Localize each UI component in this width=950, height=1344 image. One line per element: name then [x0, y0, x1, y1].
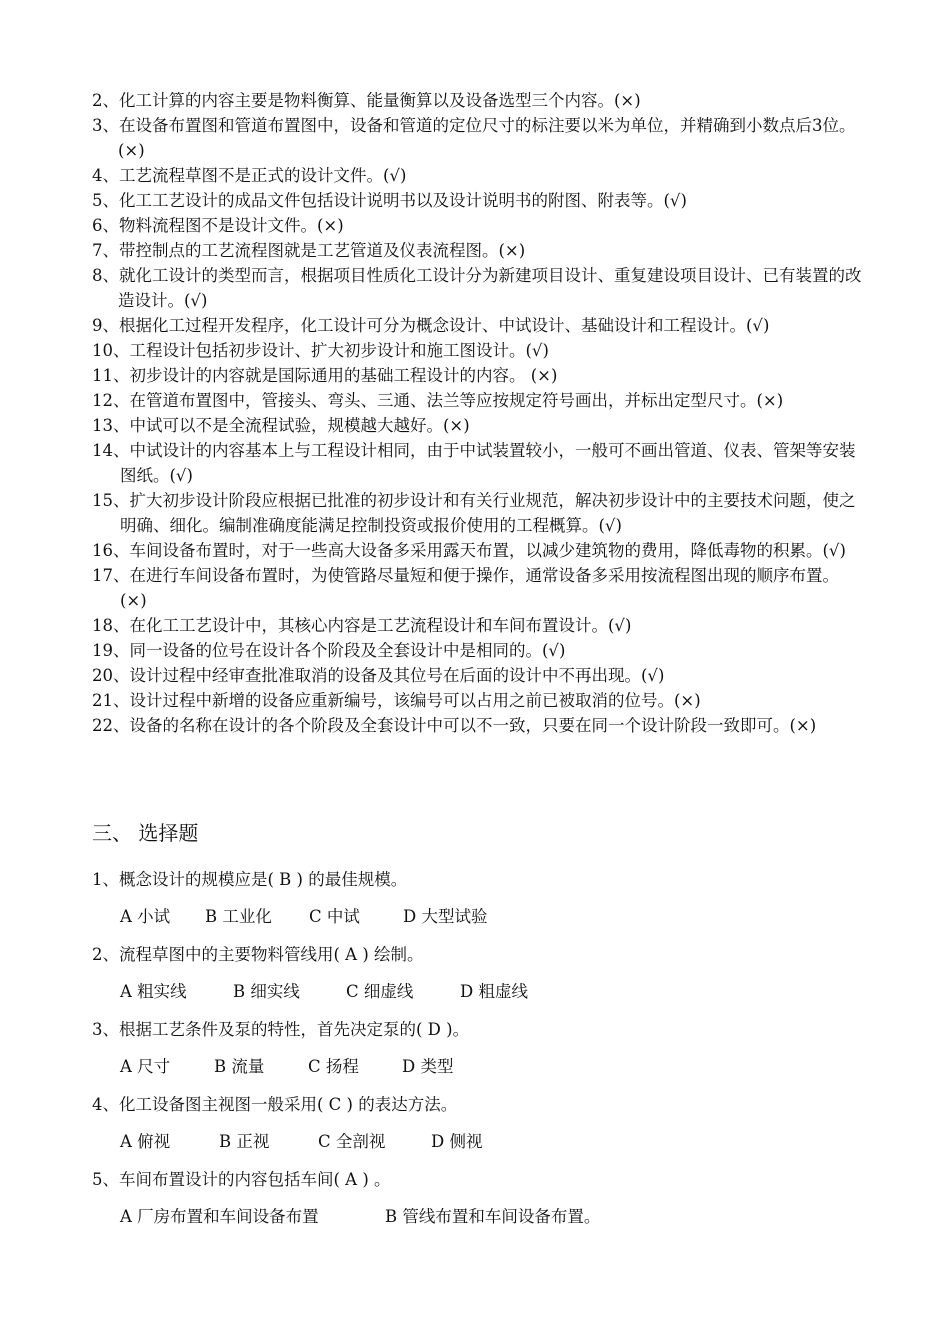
tf-item-16: 16、车间设备布置时，对于一些高大设备多采用露天布置，以减少建筑物的费用，降低毒物的积累。(√) [92, 541, 846, 560]
tf-item-7: 7、带控制点的工艺流程图就是工艺管道及仪表流程图。(×) [92, 241, 526, 260]
tf-item-21: 21、设计过程中新增的设备应重新编号，该编号可以占用之前已被取消的位号。(×) [92, 691, 701, 710]
option: C 全剖视 [318, 1132, 386, 1151]
option: C 扬程 [308, 1057, 359, 1076]
choice-question-1: 1、概念设计的规模应是( B ) 的最佳规模。 [92, 870, 408, 889]
choice-options-1 [120, 905, 487, 929]
option: B 流量 [214, 1057, 265, 1076]
tf-item-22: 22、设备的名称在设计的各个阶段及全套设计中可以不一致，只要在同一个设计阶段一致即可。(×) [92, 716, 817, 735]
tf-item-12: 12、在管道布置图中，管接头、弯头、三通、法兰等应按规定符号画出，并标出定型尺寸。(×) [92, 391, 784, 410]
choice-options-4 [120, 1130, 482, 1154]
option: B 管线布置和车间设备布置。 [385, 1207, 601, 1226]
option: A 厂房布置和车间设备布置 [120, 1207, 319, 1226]
choice-question-5: 5、车间布置设计的内容包括车间( A ) 。 [92, 1170, 391, 1189]
tf-item-6: 6、物料流程图不是设计文件。(×) [92, 216, 344, 235]
tf-item-13: 13、中试可以不是全流程试验，规模越大越好。(×) [92, 416, 470, 435]
option: D 大型试验 [403, 907, 488, 926]
tf-item-20: 20、设计过程中经审查批准取消的设备及其位号在后面的设计中不再出现。(√) [92, 666, 665, 685]
option: D 侧视 [431, 1132, 483, 1151]
option: B 工业化 [205, 907, 272, 926]
choice-options-3 [120, 1055, 453, 1079]
tf-item-17: 17、在进行车间设备布置时，为使管路尽量短和便于操作，通常设备多采用按流程图出现的顺序布置。(×) [92, 566, 839, 610]
choice-options-2 [120, 980, 528, 1004]
option: B 细实线 [233, 982, 300, 1001]
section-heading: 三、 选择题 [92, 821, 199, 845]
choice-question-2: 2、流程草图中的主要物料管线用( A ) 绘制。 [92, 945, 424, 964]
option: A 俯视 [120, 1132, 171, 1151]
tf-item-8: 8、就化工设计的类型而言，根据项目性质化工设计分为新建项目设计、重复建设项目设计、已有装置的改造设计。(√) [92, 266, 862, 310]
tf-item-18: 18、在化工工艺设计中，其核心内容是工艺流程设计和车间布置设计。(√) [92, 616, 632, 635]
tf-item-9: 9、根据化工过程开发程序，化工设计可分为概念设计、中试设计、基础设计和工程设计。(√) [92, 316, 770, 335]
option: A 尺寸 [120, 1057, 171, 1076]
tf-item-15: 15、扩大初步设计阶段应根据已批准的初步设计和有关行业规范，解决初步设计中的主要技术问题，使之明确、细化。编制准确度能满足控制投资或报价使用的工程概算。(√) [92, 491, 856, 535]
option: D 粗虚线 [460, 982, 528, 1001]
true-false-list [92, 88, 862, 738]
tf-item-5: 5、化工工艺设计的成品文件包括设计说明书以及设计说明书的附图、附表等。(√) [92, 191, 687, 210]
tf-item-14: 14、中试设计的内容基本上与工程设计相同，由于中试装置较小，一般可不画出管道、仪表、管架等安装图纸。(√) [92, 441, 856, 485]
option: D 类型 [402, 1057, 454, 1076]
option: C 细虚线 [346, 982, 414, 1001]
option: A 粗实线 [120, 982, 187, 1001]
choice-question-4: 4、化工设备图主视图一般采用( C ) 的表达方法。 [92, 1095, 458, 1114]
tf-item-19: 19、同一设备的位号在设计各个阶段及全套设计中是相同的。(√) [92, 641, 566, 660]
tf-item-4: 4、工艺流程草图不是正式的设计文件。(√) [92, 166, 407, 185]
choice-question-3: 3、根据工艺条件及泵的特性，首先决定泵的( D )。 [92, 1020, 470, 1039]
tf-item-11: 11、初步设计的内容就是国际通用的基础工程设计的内容。 (×) [92, 366, 558, 385]
tf-item-2: 2、化工计算的内容主要是物料衡算、能量衡算以及设备选型三个内容。(×) [92, 91, 641, 110]
option: A 小试 [120, 907, 171, 926]
tf-item-3: 3、在设备布置图和管道布置图中，设备和管道的定位尺寸的标注要以米为单位，并精确到小数点后3位。(×) [92, 116, 856, 160]
option: C 中试 [309, 907, 360, 926]
tf-item-10: 10、工程设计包括初步设计、扩大初步设计和施工图设计。(√) [92, 341, 549, 360]
choice-options-5 [120, 1205, 600, 1229]
option: B 正视 [219, 1132, 270, 1151]
